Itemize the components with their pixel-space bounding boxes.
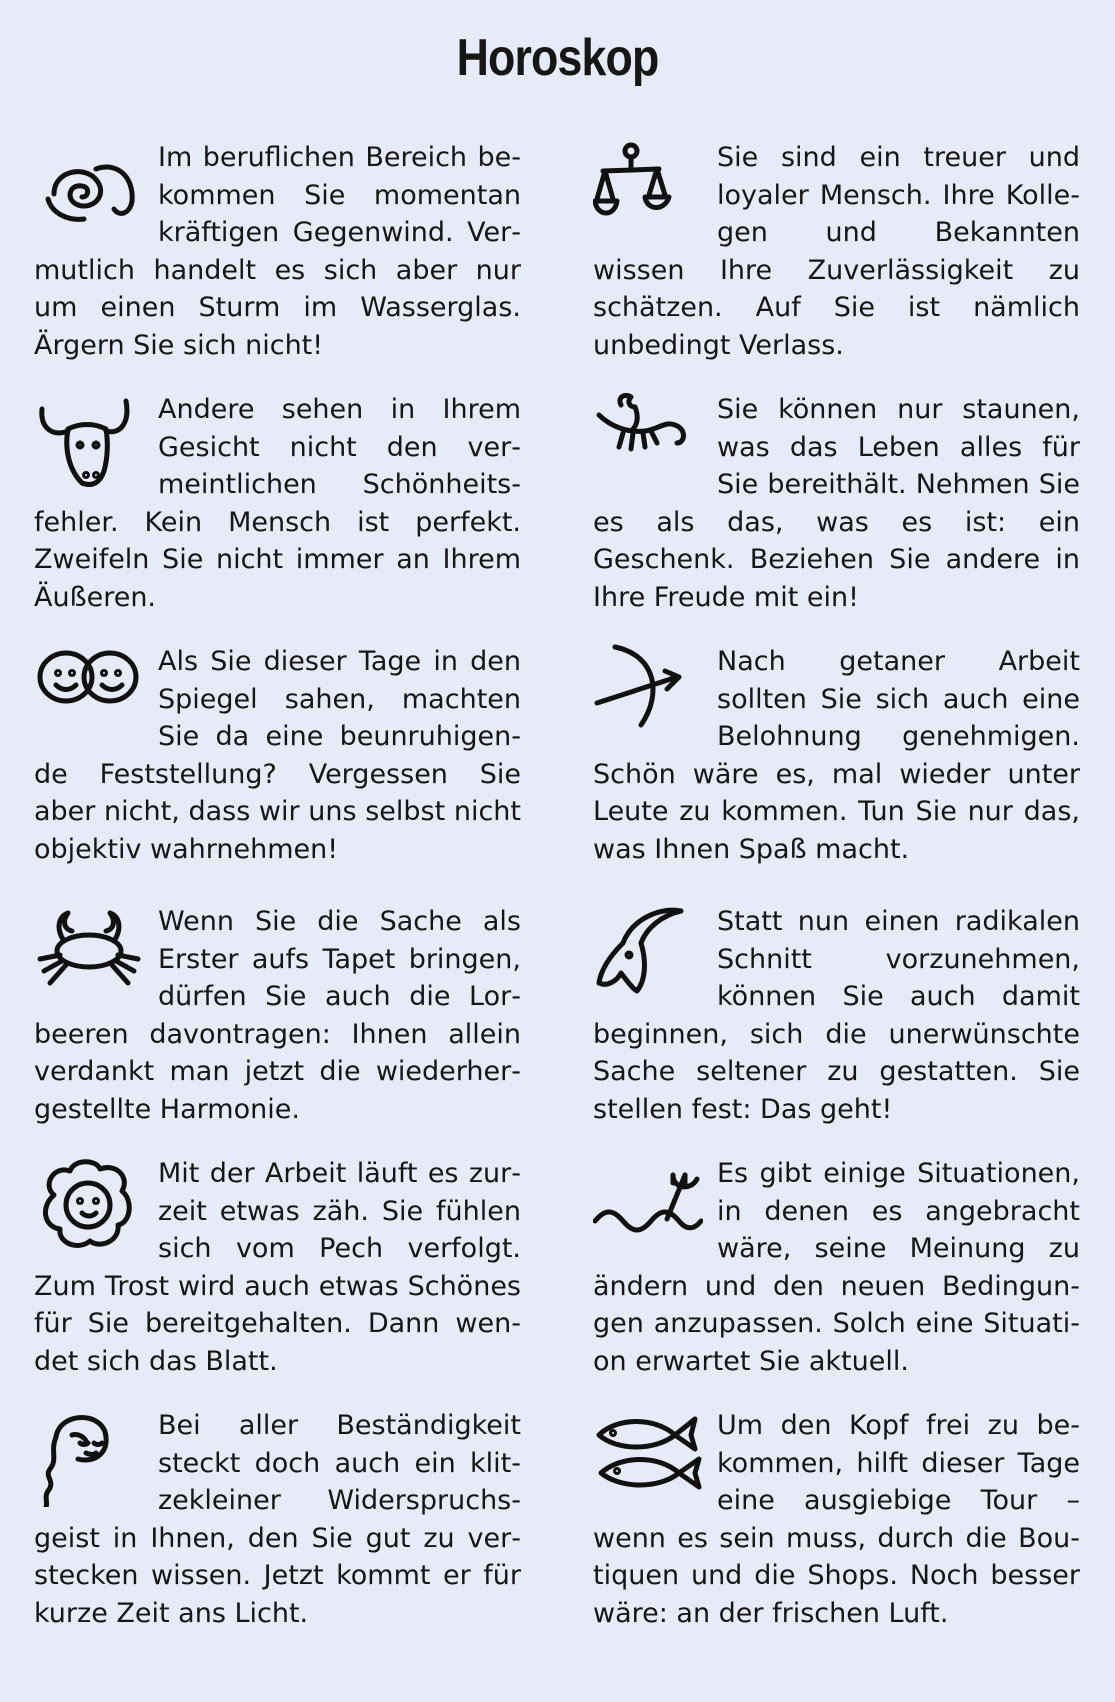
page-title: Horoskop — [456, 29, 659, 87]
leo-lion-icon — [34, 1155, 154, 1267]
scorpio-scorpion-icon — [593, 391, 713, 503]
aquarius-waves-icon — [593, 1155, 713, 1267]
entry-text: Mit der Arbeit läuft es zurzeit etwas zäh. Sie fühlen sich vom Pech verfolgt. Zum Trost wird auch etwas Schönes für Sie bereitgehalten. Dann wendet sich das Blatt. — [34, 1158, 521, 1377]
horoscope-entry-cancer — [34, 903, 521, 1128]
virgo-maiden-icon — [34, 1407, 154, 1519]
entry-text: Sie können nur staunen, was das Leben alles für Sie bereithält. Nehmen Sie es als das, was es ist: ein Geschenk. Beziehen Sie andere in Ihre Freude mit ein! — [593, 394, 1080, 613]
entry-text: Andere sehen in Ihrem Gesicht nicht den vermeintlichen Schönheitsfehler. Kein Mensch ist perfekt. Zweifeln Sie nicht immer an Ihrem Äußeren. — [34, 394, 521, 613]
horoscope-entry-scorpio — [593, 391, 1080, 616]
sagittarius-bow-icon — [593, 643, 713, 755]
horoscope-entry-aries — [34, 139, 521, 364]
horoscope-entry-aquarius — [593, 1155, 1080, 1380]
horoscope-entry-gemini — [34, 643, 521, 868]
capricorn-goat-icon — [593, 903, 713, 1015]
horoscope-entry-libra — [593, 139, 1080, 364]
libra-scales-icon — [593, 139, 713, 251]
entry-text: Bei aller Beständigkeit steckt doch auch ein klitzekleiner Widerspruchsgeist in Ihnen, den Sie gut zu verstecken wissen. Jetzt kommt er für kurze Zeit ans Licht. — [34, 1410, 521, 1629]
horoscope-entry-capricorn — [593, 903, 1080, 1128]
entry-text: Als Sie dieser Tage in den Spiegel sahen, machten Sie da eine beunruhigende Feststellung? Vergessen Sie aber nicht, dass wir uns selbst nicht objektiv wahrnehmen! — [34, 646, 521, 865]
cancer-crab-icon — [34, 903, 154, 1015]
aries-ram-icon — [34, 139, 154, 251]
entry-text: Wenn Sie die Sache als Erster aufs Tapet bringen, dürfen Sie auch die Lorbeeren davontragen: Ihnen allein verdankt man jetzt die wiederhergestellte Harmonie. — [34, 906, 521, 1125]
horoscope-entry-sagittarius — [593, 643, 1080, 868]
taurus-bull-icon — [34, 391, 154, 503]
entry-text: Statt nun einen radikalen Schnitt vorzunehmen, können Sie auch damit beginnen, sich die unerwünschte Sache seltener zu gestatten. Sie stellen fest: Das geht! — [593, 906, 1080, 1125]
entry-text: Im beruflichen Bereich bekommen Sie momentan kräftigen Gegenwind. Vermutlich handelt es sich aber nur um einen Sturm im Wasserglas. Ärgern Sie sich nicht! — [34, 142, 521, 361]
horoscope-entry-taurus — [34, 391, 521, 616]
horoscope-entry-leo — [34, 1155, 521, 1380]
horoscope-entry-pisces — [593, 1407, 1080, 1632]
gemini-twins-icon — [34, 643, 154, 755]
entry-text: Es gibt einige Situationen, in denen es angebracht wäre, seine Meinung zu ändern und den neuen Bedingungen anzupassen. Solch eine Situation erwartet Sie aktuell. — [593, 1158, 1080, 1377]
entry-text: Um den Kopf frei zu bekommen, hilft dieser Tage eine ausgiebige Tour – wenn es sein muss, durch die Boutiquen und die Shops. Noch besser wäre: an der frischen Luft. — [593, 1410, 1080, 1629]
entry-text: Sie sind ein treuer und loyaler Mensch. Ihre Kollegen und Bekannten wissen Ihre Zuverlässigkeit zu schätzen. Auf Sie ist nämlich unbedingt Verlass. — [593, 142, 1080, 361]
entry-text: Nach getaner Arbeit sollten Sie sich auch eine Belohnung genehmigen. Schön wäre es, mal wieder unter Leute zu kommen. Tun Sie nur das, was Ihnen Spaß macht. — [593, 646, 1080, 865]
pisces-fish-icon — [593, 1407, 713, 1519]
horoscope-entry-virgo — [34, 1407, 521, 1632]
